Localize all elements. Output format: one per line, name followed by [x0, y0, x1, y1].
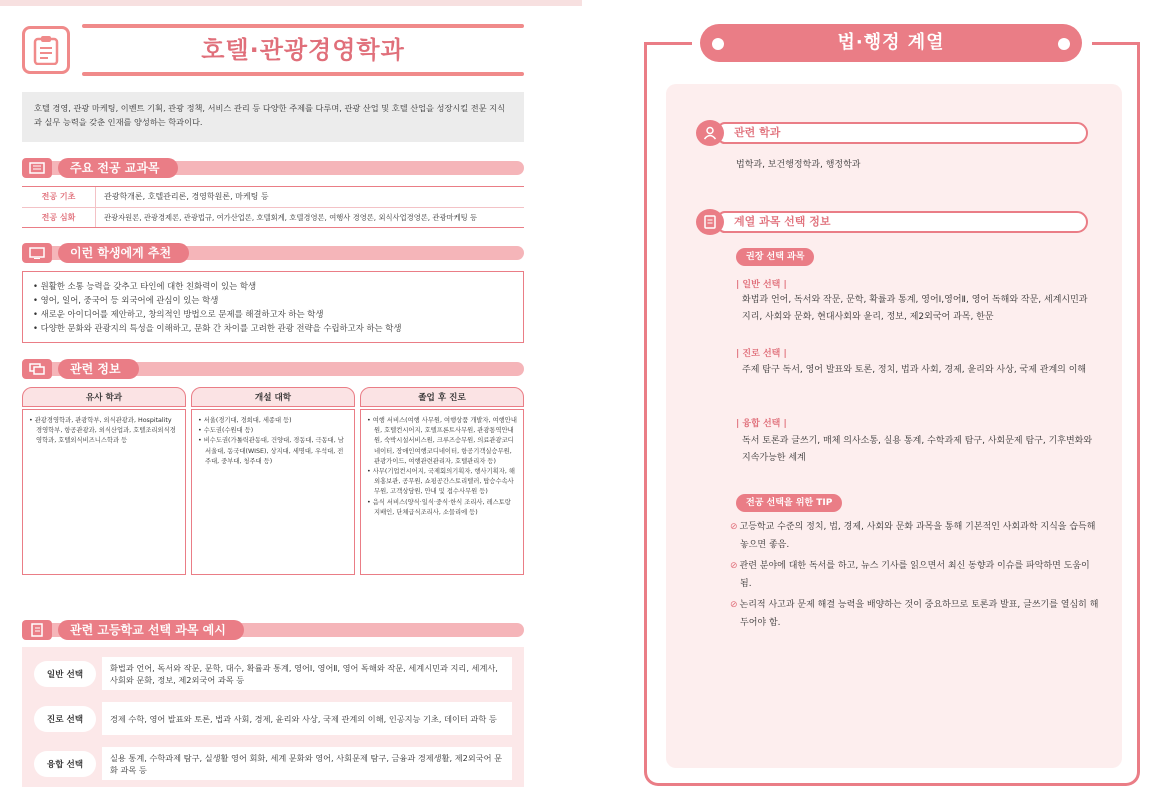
course-title: 계열 과목 선택 정보: [718, 211, 1088, 233]
fusion-text: 독서 토론과 글쓰기, 매체 의사소통, 실용 통계, 수학과제 탐구, 사회문제 탐구, 기후변화와 지속가능한 세계: [742, 436, 1093, 463]
info-columns: [22, 387, 524, 575]
page-title-bar: [22, 24, 524, 76]
clipboard-icon: [22, 26, 70, 74]
related-title: 관련 학과: [718, 122, 1088, 144]
recommend-list: [22, 271, 524, 343]
recommend-pill: 권장 선택 과목: [736, 248, 814, 266]
list-item: • 서울(경기대, 경희대, 세종대 등): [198, 416, 348, 426]
table-row: [22, 187, 524, 207]
monitor-icon: [22, 243, 52, 263]
notebook-icon: [22, 620, 52, 640]
right-panel: [666, 84, 1122, 768]
select-courses-box: [22, 647, 524, 787]
select-row-label: 융합 선택: [34, 751, 96, 777]
section-info-header: [22, 359, 524, 379]
list-item: ⊘ 고등학교 수준의 정치, 법, 경제, 사회와 문화 과목을 통해 기본적인 사회과학 지식을 습득해 놓으면 좋음.: [730, 522, 1096, 550]
section-title: 관련 고등학교 선택 과목 예시: [58, 620, 244, 640]
general-label: | 일반 선택 |: [736, 280, 787, 290]
info-column-careers: [360, 387, 524, 575]
chat-icon: [22, 359, 52, 379]
section-select-header: [22, 620, 524, 640]
column-body: [360, 409, 524, 575]
tip-marker-icon: ⊘: [730, 522, 738, 532]
list-item: • 음식 서비스(양식·일식·중식·한식 조리사, 레스토랑 지배인, 단체급식조리사, 소믈리에 등): [367, 498, 517, 518]
row-key: 전공 기초: [22, 187, 96, 207]
related-text: 법학과, 보건행정학과, 행정학과: [736, 160, 861, 170]
table-row: [22, 207, 524, 227]
fusion-label: | 융합 선택 |: [736, 419, 787, 429]
section-title: 주요 전공 교과목: [58, 158, 178, 178]
column-body: [191, 409, 355, 575]
column-header: 개설 대학: [191, 387, 355, 407]
course-header: [696, 209, 1088, 235]
select-row-text: 실용 통계, 수학과제 탐구, 실생활 영어 회화, 세계 문화와 영어, 사회문제 탐구, 금융과 경제생활, 제2외국어 문화 과목 등: [102, 747, 512, 780]
list-item: • 관광경영학과, 관광학부, 외식관광과, Hospitality 경영학부, 항공관광과, 외식산업과, 호텔조리외식경영학과, 호텔외식비즈니스학과 등: [29, 416, 179, 447]
list-item: • 원활한 소통 능력을 갖추고 타인에 대한 친화력이 있는 학생: [33, 279, 513, 293]
select-row: [34, 654, 512, 693]
person-icon: [696, 120, 724, 146]
tip-marker-icon: ⊘: [730, 561, 738, 571]
select-row-text: 경제 수학, 영어 발표와 토론, 법과 사회, 경제, 윤리와 사상, 국제 관계의 이해, 인공지능 기초, 데이터 과학 등: [102, 702, 512, 735]
section-major-header: [22, 158, 524, 178]
book-icon: [22, 158, 52, 178]
intro-text: 호텔 경영, 관광 마케팅, 이벤트 기획, 관광 정책, 서비스 관리 등 다양한 주제를 다루며, 관광 산업 및 호텔 산업을 성장시킬 전문 지식과 실무 능력을 갖춘 인재를 양성하는 학과이다.: [22, 92, 524, 142]
list-item: • 영어, 일어, 중국어 등 외국어에 관심이 있는 학생: [33, 293, 513, 307]
row-value: 관광학개론, 호텔관리론, 경영학원론, 마케팅 등: [104, 192, 269, 201]
document-icon: [696, 209, 724, 235]
select-row-text: 화법과 언어, 독서와 작문, 문학, 대수, 확률과 통계, 영어Ⅰ, 영어Ⅱ, 영어 독해와 작문, 세계시민과 지리, 세계사, 사회와 문화, 정보, 제2외국어 과목 등: [102, 657, 512, 690]
related-header: [696, 120, 1088, 146]
select-row: [34, 744, 512, 783]
section-title: 관련 정보: [58, 359, 139, 379]
row-value: 관광자원론, 관광경제론, 관광법규, 여가산업론, 호텔회계, 호텔경영론, 여행사 경영론, 외식사업경영론, 관광마케팅 등: [104, 213, 478, 222]
page-title: 호텔·관광경영학과: [201, 36, 405, 64]
row-key: 전공 심화: [22, 208, 96, 227]
list-item: • 사무(기업컨시어지, 국제회의기획자, 행사기획자, 해외홍보관, 공무원, 쇼핑공간스토리텔러, 탑승수속사무원, 고객상담원, 안내 및 접수사무원 등): [367, 467, 517, 498]
tip-pill: 전공 선택을 위한 TIP: [736, 494, 842, 512]
tip-list: [730, 518, 1100, 635]
right-page-title: 법·행정 계열: [700, 24, 1082, 62]
right-page: [642, 0, 1142, 801]
general-text: 화법과 언어, 독서와 작문, 문학, 확률과 통계, 영어Ⅰ,영어Ⅱ, 영어 독해와 작문, 세계시민과 지리, 사회와 문화, 현대사회와 윤리, 정보, 제2외국어 과목, 한문: [742, 295, 1088, 322]
list-item: • 여행 서비스(여행 사무원, 여행상품 개발자, 여행안내원, 호텔컨시어지, 호텔프론트사무원, 관광통역안내원, 숙박시설서비스원, 크루즈승무원, 의료관광코디네이터, 장애인여행코디네이터, 항공기객실승무원, 관광가이드, 여행관련관리자, 호텔관리자 등): [367, 416, 517, 467]
select-row-label: 일반 선택: [34, 661, 96, 687]
select-row: [34, 699, 512, 738]
list-item: • 다양한 문화와 관광지의 특성을 이해하고, 문화 간 차이를 고려한 관광 전략을 수립하고자 하는 학생: [33, 321, 513, 335]
list-item: • 수도권(수원대 등): [198, 426, 348, 436]
major-table: [22, 186, 524, 228]
section-title: 이런 학생에게 추천: [58, 243, 189, 263]
select-row-label: 진로 선택: [34, 706, 96, 732]
info-column-similar: [22, 387, 186, 575]
column-body: [22, 409, 186, 575]
column-header: 졸업 후 진로: [360, 387, 524, 407]
list-item: • 비수도권(가톨릭관동대, 건양대, 경동대, 극동대, 남서울대, 동국대(WISE), 상지대, 세명대, 우석대, 전주대, 중부대, 청주대 등): [198, 436, 348, 467]
list-item: ⊘ 관련 분야에 대한 독서를 하고, 뉴스 기사를 읽으면서 최신 동향과 이슈를 파악하면 도움이 됨.: [730, 561, 1090, 589]
career-text: 주제 탐구 독서, 영어 발표와 토론, 정치, 법과 사회, 경제, 윤리와 사상, 국제 관계의 이해: [742, 365, 1087, 375]
list-item: ⊘ 논리적 사고과 문제 해결 능력을 배양하는 것이 중요하므로 토론과 발표, 글쓰기를 열심히 해 두어야 함.: [730, 600, 1099, 628]
tip-marker-icon: ⊘: [730, 600, 738, 610]
section-recommend-header: [22, 243, 524, 263]
column-header: 유사 학과: [22, 387, 186, 407]
list-item: • 새로운 아이디어를 제안하고, 창의적인 방법으로 문제를 해결하고자 하는 학생: [33, 307, 513, 321]
career-label: | 진로 선택 |: [736, 349, 787, 359]
info-column-universities: [191, 387, 355, 575]
